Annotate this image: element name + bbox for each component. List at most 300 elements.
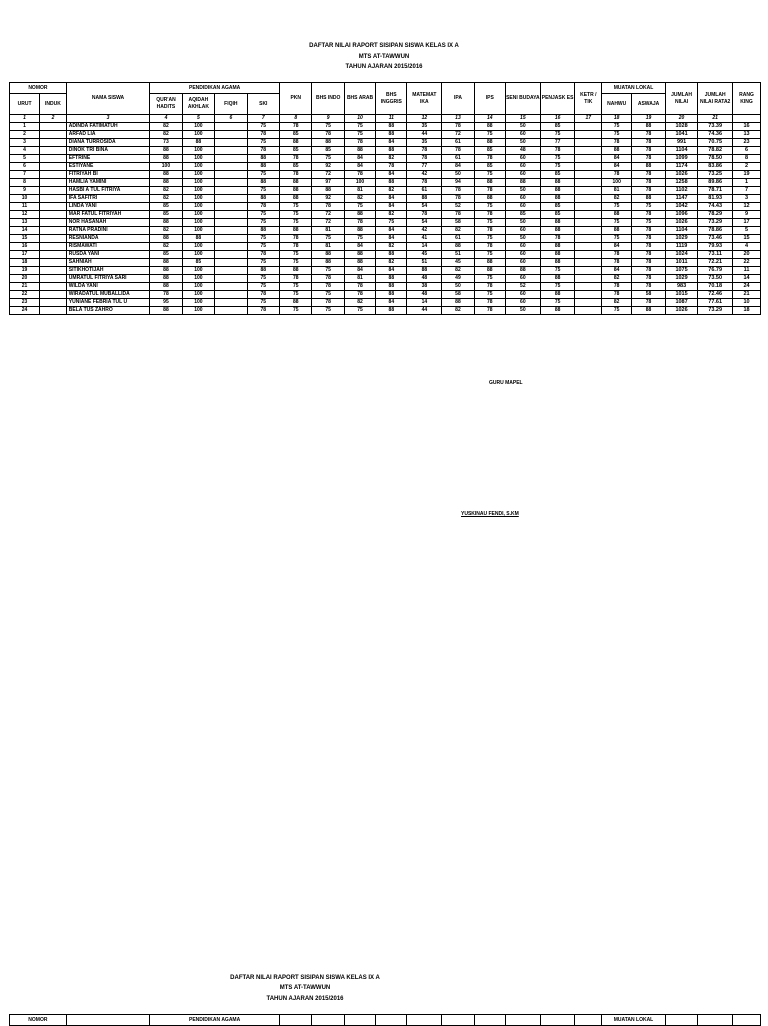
cell-fq [215,155,247,163]
cell-nahwu: 75 [602,131,632,139]
grades-table [9,82,761,315]
cell-aswaja: 78 [632,139,666,147]
cell-nahwu: 81 [602,187,632,195]
cell-aswaja: 78 [632,171,666,179]
cell-mtk: 54 [407,219,442,227]
cell-bi: 88 [312,187,344,195]
cell-aa: 100 [182,267,214,275]
cell-nama: WIRADATUL MUBALLIDA [66,291,149,299]
cell-ski: 75 [247,283,279,291]
cell-nahwu: 82 [602,195,632,203]
cell-qh: 95 [150,299,182,307]
cell-ipa: 61 [442,155,474,163]
cell-pkn: 85 [280,131,312,139]
cell-tik [575,163,602,171]
column-number: 16 [540,115,575,123]
cell-ba: 84 [344,163,375,171]
cell-aa: 100 [182,307,214,315]
cell-nama: ESTIYANE [66,163,149,171]
grades-table-repeat-header [9,1014,761,1026]
cell-ski: 75 [247,259,279,267]
cell-pkn: 75 [280,219,312,227]
cell-pj: 88 [540,179,575,187]
cell-bing: 88 [376,179,407,187]
cell-tik [575,291,602,299]
cell-tik [575,219,602,227]
cell-aswaja: 78 [632,131,666,139]
cell-nama: EFTRINE [66,155,149,163]
cell-qh: 100 [150,163,182,171]
cell-nama: MAR FATUL FITRIYAH [66,211,149,219]
column-number: 3 [66,115,149,123]
cell-ski: 88 [247,179,279,187]
cell-ips: 75 [474,203,505,211]
cell-nama: HASBI A TUL FITRIYA [66,187,149,195]
cell-qh: 82 [150,187,182,195]
cell-nama: WILDA YANI [66,283,149,291]
cell-jumlah: 1174 [665,163,697,171]
table-row [10,235,761,243]
cell-bi: 78 [312,131,344,139]
header-urut: URUT [10,94,40,115]
cell-aa: 100 [182,291,214,299]
cell-no: 24 [10,307,40,315]
cell-rata: 78.82 [698,147,733,155]
cell-jumlah: 1026 [665,171,697,179]
cell-bing: 82 [376,187,407,195]
cell-tik [575,299,602,307]
cell-bi: 72 [312,211,344,219]
cell-tik [575,123,602,131]
cell-no: 7 [10,171,40,179]
cell-aswaja: 75 [632,219,666,227]
report-title: DAFTAR NILAI RAPORT SISIPAN SISWA KELAS IX A [309,43,459,49]
table-row [10,267,761,275]
cell-mtk: 54 [407,203,442,211]
cell-ski: 88 [247,227,279,235]
cell-ips: 78 [474,299,505,307]
cell-ips: 78 [474,155,505,163]
cell-aswaja: 78 [632,259,666,267]
cell-ipa: 78 [442,195,474,203]
cell-tik [575,147,602,155]
cell-ipa: 58 [442,291,474,299]
cell-ba: 81 [344,187,375,195]
cell-bing: 82 [376,259,407,267]
cell-no: 4 [10,147,40,155]
cell-ba: 75 [344,235,375,243]
cell-pkn: 88 [280,139,312,147]
cell-pj: 75 [540,131,575,139]
cell-jumlah: 1011 [665,259,697,267]
cell-nahwu: 88 [602,211,632,219]
column-number: 19 [632,115,666,123]
cell-bi: 75 [312,307,344,315]
cell-ipa: 82 [442,227,474,235]
cell-pkn: 88 [280,299,312,307]
cell-ips: 75 [474,291,505,299]
table-row [10,219,761,227]
cell-nama: HAMLIA YAMINI [66,179,149,187]
cell-qh: 85 [150,211,182,219]
column-number: 9 [312,115,344,123]
header-nama-siswa: NAMA SISWA [66,83,149,115]
cell-ski: 78 [247,203,279,211]
teacher-name: YUSKINAU FENDI, S.KM [461,511,519,517]
cell-mtk: 35 [407,139,442,147]
cell-nama: SAHNIAH [66,259,149,267]
cell-ski: 75 [247,219,279,227]
cell-ips: 88 [474,179,505,187]
cell-pj: 75 [540,267,575,275]
cell-pj: 88 [540,195,575,203]
cell-rata: 74.36 [698,131,733,139]
table-row [10,187,761,195]
cell-aswaja: 78 [632,243,666,251]
cell-pj: 88 [540,187,575,195]
cell-induk [40,275,67,283]
cell-jumlah: 1029 [665,235,697,243]
cell-bi: 78 [312,299,344,307]
cell-tik [575,203,602,211]
column-number: 7 [247,115,279,123]
cell-tik [575,275,602,283]
column-number: 15 [505,115,540,123]
cell-bi: 88 [312,139,344,147]
cell-sb: 60 [505,195,540,203]
cell-qh: 88 [150,147,182,155]
cell-ba: 88 [344,147,375,155]
cell-rata: 83.86 [698,163,733,171]
cell-ipa: 45 [442,259,474,267]
cell-bing: 82 [376,155,407,163]
cell-mtk: 48 [407,275,442,283]
cell-ski: 78 [247,291,279,299]
cell-induk [40,147,67,155]
cell-pkn: 75 [280,283,312,291]
cell-rank: 24 [733,283,761,291]
cell-tik [575,195,602,203]
cell-tik [575,307,602,315]
cell-qh: 88 [150,179,182,187]
cell-mtk: 38 [407,283,442,291]
cell-bi: 81 [312,227,344,235]
cell-ipa: 88 [442,243,474,251]
cell-induk [40,171,67,179]
cell-sb: 85 [505,211,540,219]
cell-ba: 84 [344,267,375,275]
cell-jumlah: 1102 [665,187,697,195]
cell-ba: 78 [344,291,375,299]
cell-ski: 75 [247,211,279,219]
cell-aa: 100 [182,219,214,227]
header-fiqih: FIQIH [215,94,247,115]
cell-nama: IFA SAFITRI [66,195,149,203]
cell-tik [575,243,602,251]
cell-aswaja: 88 [632,123,666,131]
cell-nama: RESNIANDA [66,235,149,243]
cell-jumlah: 1096 [665,211,697,219]
cell-rata: 78.50 [698,155,733,163]
cell-nahwu: 75 [602,203,632,211]
cell-nama: YUNIANE FEBRIA TUL U [66,299,149,307]
cell-ba: 75 [344,203,375,211]
cell-pj: 75 [540,163,575,171]
table-row [10,147,761,155]
column-number-row [10,115,761,123]
cell-ips: 88 [474,139,505,147]
cell-jumlah: 1075 [665,267,697,275]
cell-fq [215,219,247,227]
cell-nahwu: 78 [602,139,632,147]
cell-aa: 100 [182,187,214,195]
cell-ba: 81 [344,275,375,283]
cell-rata: 73.11 [698,251,733,259]
cell-pkn: 78 [280,243,312,251]
column-number: 17 [575,115,602,123]
cell-rank: 13 [733,131,761,139]
cell-tik [575,155,602,163]
cell-nahwu: 78 [602,283,632,291]
cell-nahwu: 75 [602,235,632,243]
cell-bi: 88 [312,251,344,259]
cell-bing: 84 [376,299,407,307]
cell-no: 18 [10,259,40,267]
header-aswaja: ASWAJA [632,94,666,115]
cell-rank: 7 [733,187,761,195]
header-jumlah-nilai: JUMLAH NILAI [665,83,697,115]
cell-no: 23 [10,299,40,307]
cell-bing: 88 [376,123,407,131]
cell-fq [215,147,247,155]
cell-aa: 100 [182,163,214,171]
cell-jumlah: 1024 [665,251,697,259]
cell-sb: 60 [505,275,540,283]
cell-bing: 84 [376,139,407,147]
cell-bing: 78 [376,163,407,171]
cell-rank: 20 [733,251,761,259]
cell-tik [575,131,602,139]
cell-bi: 78 [312,275,344,283]
cell-ipa: 78 [442,211,474,219]
cell-aa: 100 [182,171,214,179]
cell-fq [215,283,247,291]
header-ipa: IPA [442,83,474,115]
cell-no: 11 [10,203,40,211]
cell-induk [40,227,67,235]
cell-no: 3 [10,139,40,147]
cell-aswaja: 78 [632,179,666,187]
cell-aswaja: 78 [632,227,666,235]
cell-tik [575,235,602,243]
cell-qh: 88 [150,259,182,267]
cell-nama: BELA TUS ZAHRO [66,307,149,315]
cell-pj: 75 [540,155,575,163]
cell-nama: DIANA TURROSIDA [66,139,149,147]
cell-induk [40,139,67,147]
cell-induk [40,299,67,307]
cell-nahwu: 75 [602,219,632,227]
cell-mtk: 78 [407,155,442,163]
cell-mtk: 78 [407,147,442,155]
cell-qh: 88 [150,235,182,243]
cell-pj: 85 [540,211,575,219]
cell-pkn: 78 [280,123,312,131]
cell-tik [575,227,602,235]
cell-aswaja: 58 [632,291,666,299]
cell-no: 17 [10,251,40,259]
table-row [10,203,761,211]
cell-rank: 21 [733,291,761,299]
cell-rata: 73.50 [698,275,733,283]
cell-sb: 50 [505,187,540,195]
cell-ips: 75 [474,171,505,179]
cell-ips: 75 [474,219,505,227]
header-ski: SKI [247,94,279,115]
cell-ski: 88 [247,195,279,203]
cell-ips: 75 [474,131,505,139]
cell-sb: 60 [505,203,540,211]
cell-pkn: 78 [280,155,312,163]
cell-jumlah: 1026 [665,219,697,227]
table-row [10,163,761,171]
table-row [10,291,761,299]
cell-aswaja: 78 [632,155,666,163]
cell-rank: 23 [733,139,761,147]
cell-mtk: 88 [407,267,442,275]
cell-bing: 75 [376,219,407,227]
cell-bi: 85 [312,147,344,155]
cell-induk [40,179,67,187]
cell-bi: 72 [312,219,344,227]
cell-qh: 82 [150,227,182,235]
cell-induk [40,267,67,275]
cell-aa: 88 [182,139,214,147]
cell-fq [215,163,247,171]
cell-mtk: 44 [407,307,442,315]
cell-sb: 50 [505,123,540,131]
cell-induk [40,219,67,227]
cell-rank: 14 [733,275,761,283]
cell-no: 5 [10,155,40,163]
table-row [10,275,761,283]
cell-ski: 75 [247,275,279,283]
cell-qh: 85 [150,251,182,259]
cell-mtk: 42 [407,171,442,179]
cell-jumlah: 1029 [665,275,697,283]
cell-ski: 88 [247,267,279,275]
cell-jumlah: 1028 [665,123,697,131]
header-quran-hadits: QUR'AN HADITS [150,94,182,115]
cell-jumlah: 1015 [665,291,697,299]
cell-ba: 75 [344,131,375,139]
cell-ba: 84 [344,155,375,163]
cell-no: 1 [10,123,40,131]
cell-rata: 81.93 [698,195,733,203]
cell-no: 12 [10,211,40,219]
cell-ipa: 84 [442,163,474,171]
cell-ipa: 50 [442,283,474,291]
cell-aswaja: 78 [632,267,666,275]
column-number: 1 [10,115,40,123]
cell-bing: 88 [376,291,407,299]
header-pendidikan-agama: PENDIDIKAN AGAMA [150,83,280,94]
cell-sb: 60 [505,259,540,267]
cell-aswaja: 78 [632,275,666,283]
cell-pj: 88 [540,227,575,235]
cell-fq [215,291,247,299]
cell-rata: 73.46 [698,235,733,243]
cell-mtk: 78 [407,211,442,219]
cell-nahwu: 88 [602,227,632,235]
table-body [10,123,761,315]
cell-bing: 84 [376,235,407,243]
cell-rata: 76.79 [698,267,733,275]
cell-aswaja: 88 [632,307,666,315]
cell-aa: 100 [182,283,214,291]
cell-induk [40,243,67,251]
header-penjaskes: PENJASK ES [540,83,575,115]
academic-year: TAHUN AJARAN 2015/2016 [345,64,423,70]
header-muatan-lokal: MUATAN LOKAL [602,83,666,94]
cell-sb: 50 [505,139,540,147]
cell-rank: 3 [733,195,761,203]
cell-qh: 82 [150,243,182,251]
cell-aswaja: 78 [632,147,666,155]
cell-qh: 73 [150,139,182,147]
table-row [10,139,761,147]
cell-sb: 50 [505,307,540,315]
cell-aa: 88 [182,235,214,243]
header-induk: INDUK [40,94,67,115]
cell-tik [575,171,602,179]
cell-aswaja: 78 [632,299,666,307]
table-row [10,227,761,235]
cell-pkn: 88 [280,187,312,195]
column-number: 6 [215,115,247,123]
cell-aa: 100 [182,227,214,235]
cell-rank: 11 [733,267,761,275]
cell-pj: 75 [540,299,575,307]
cell-sb: 50 [505,235,540,243]
cell-ipa: 82 [442,267,474,275]
cell-nama: ARFAD LIA [66,131,149,139]
cell-sb: 60 [505,163,540,171]
cell-sb: 60 [505,131,540,139]
header-ips: IPS [474,83,505,115]
cell-aswaja: 78 [632,251,666,259]
cell-ips: 75 [474,251,505,259]
cell-rank: 19 [733,171,761,179]
cell-rank: 10 [733,299,761,307]
cell-pkn: 85 [280,163,312,171]
cell-pj: 85 [540,203,575,211]
column-number: 13 [442,115,474,123]
table-row [10,251,761,259]
cell-ips: 78 [474,283,505,291]
column-number: 14 [474,115,505,123]
cell-nahwu: 78 [602,259,632,267]
academic-year-repeat: TAHUN AJARAN 2015/2016 [266,996,344,1002]
cell-ba: 78 [344,219,375,227]
cell-bing: 88 [376,307,407,315]
cell-rank: 18 [733,307,761,315]
cell-pkn: 75 [280,251,312,259]
cell-bing: 88 [376,275,407,283]
cell-no: 2 [10,131,40,139]
cell-nahwu: 78 [602,171,632,179]
cell-mtk: 51 [407,259,442,267]
